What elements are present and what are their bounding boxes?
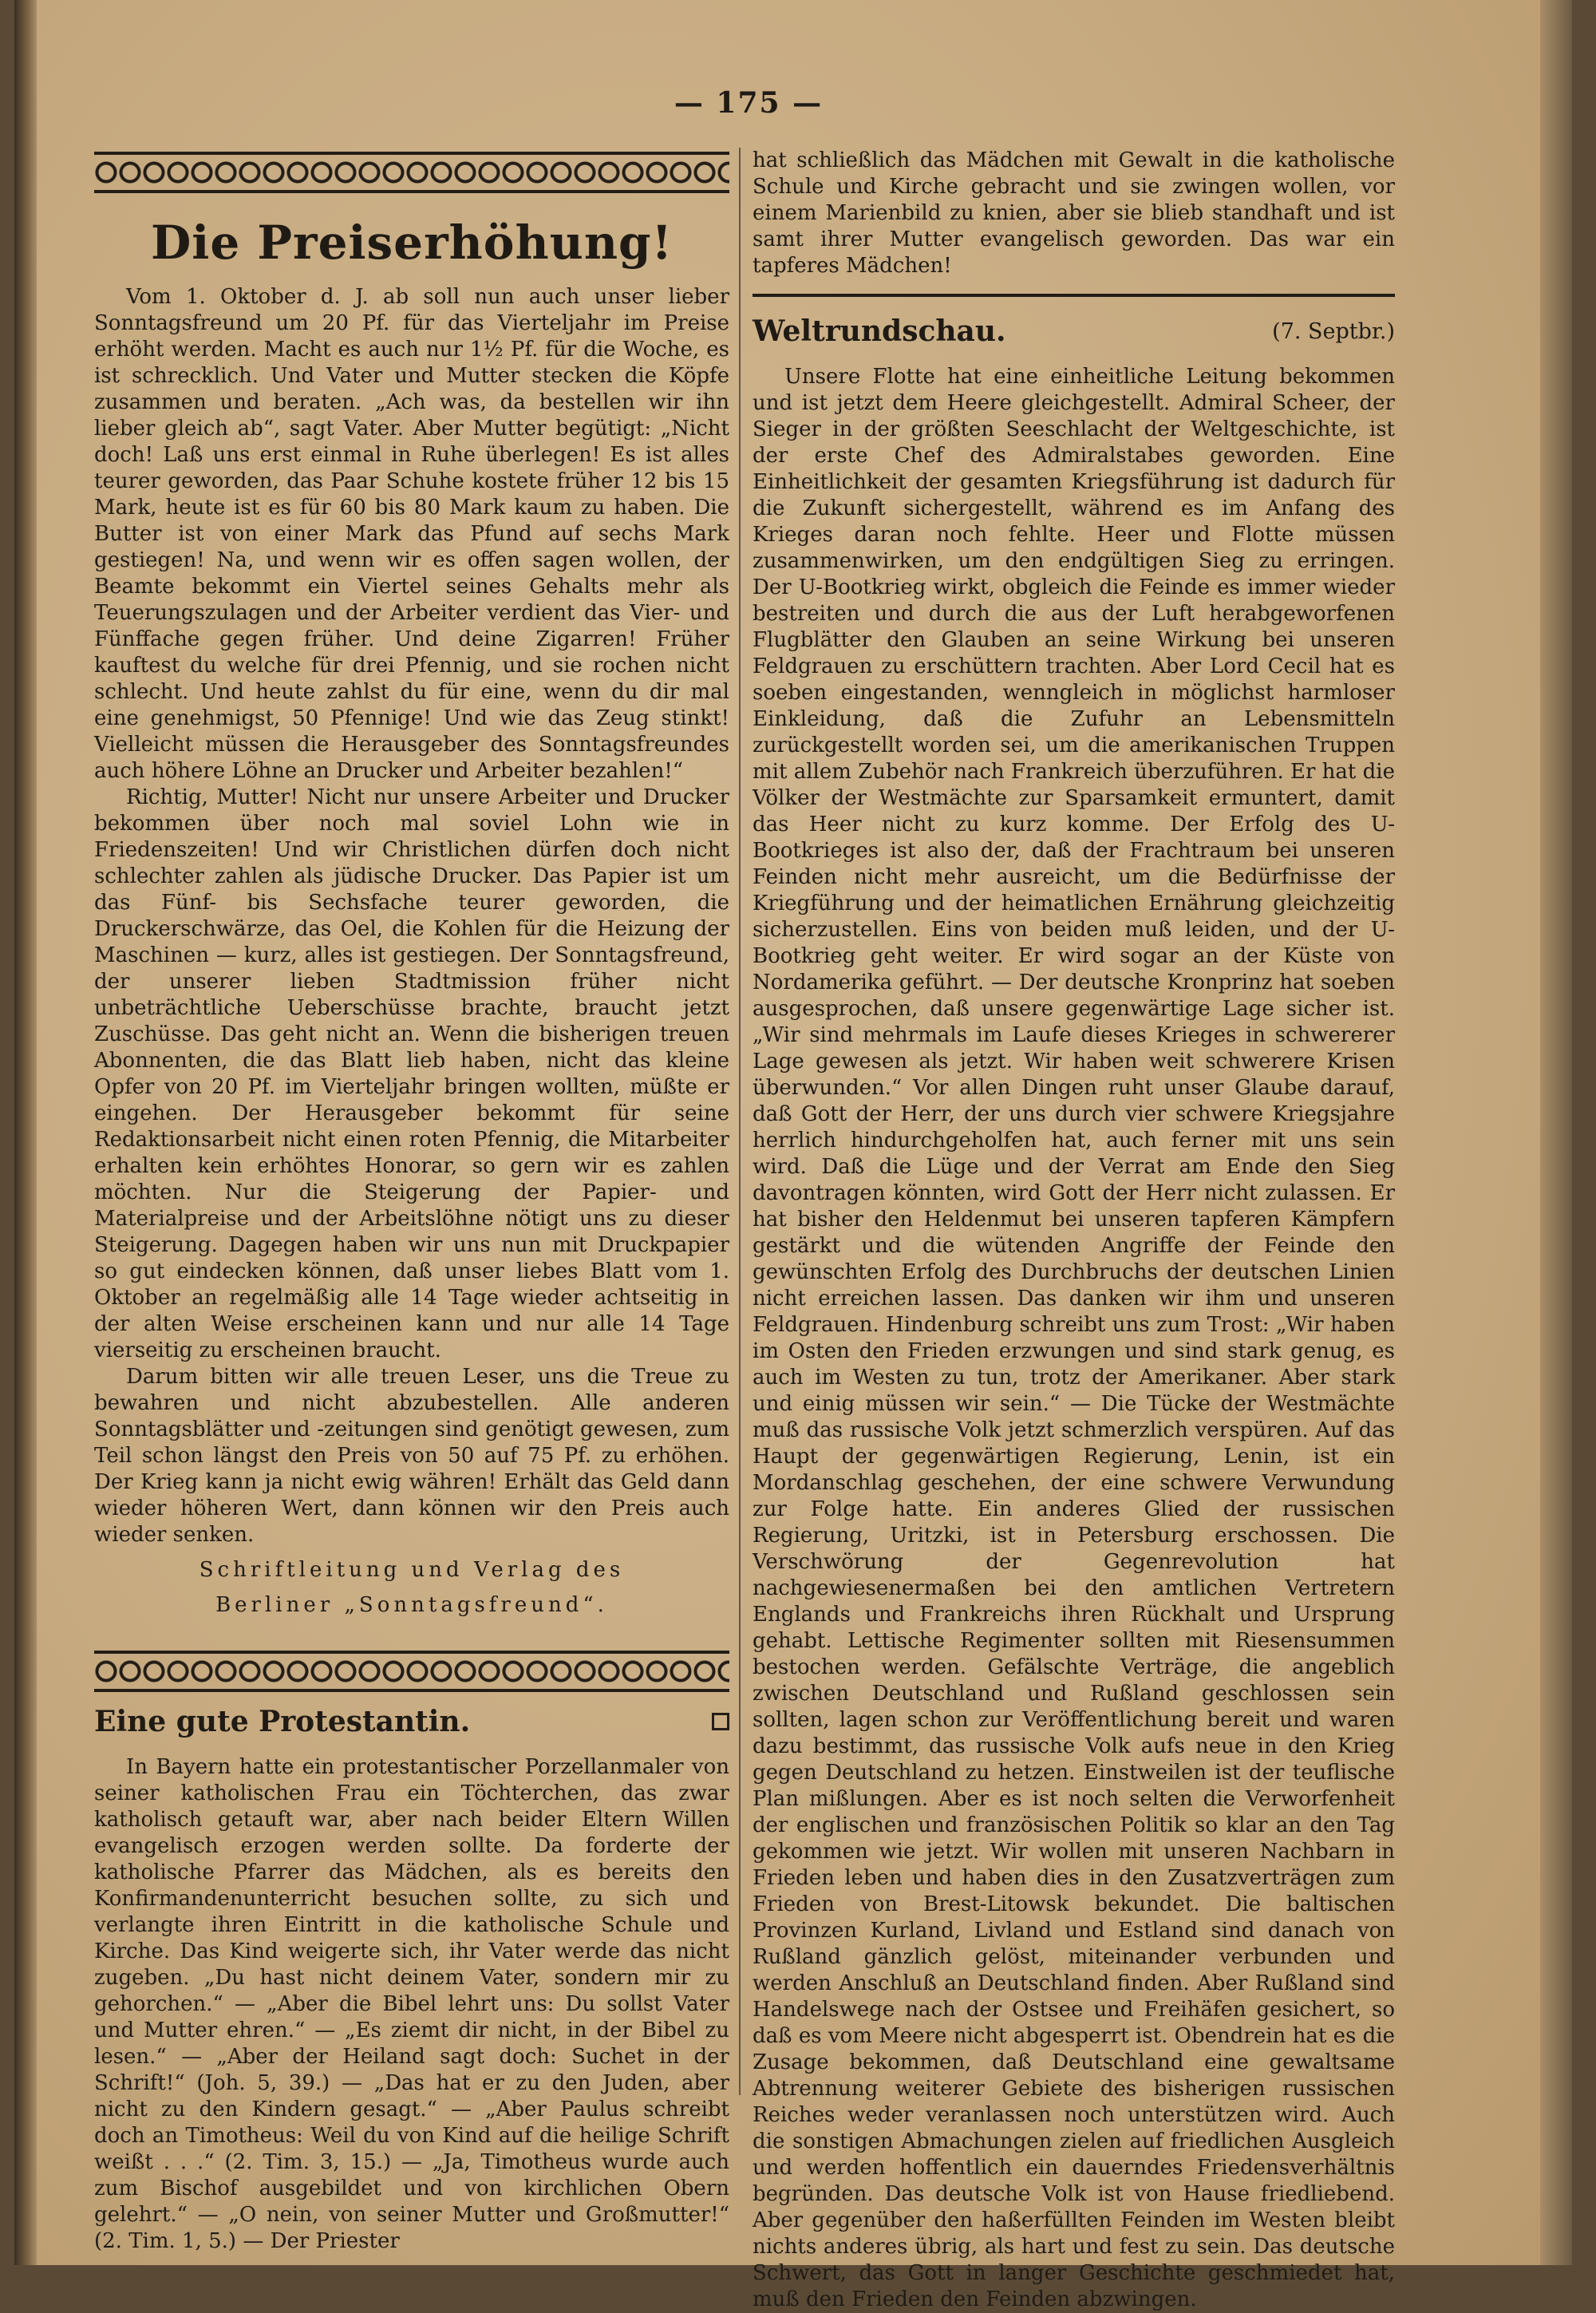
page-number: — 175 — <box>674 86 824 120</box>
left-column <box>94 152 729 2255</box>
section-rule <box>753 294 1395 297</box>
ornamental-border <box>94 1651 729 1692</box>
signature-line: Berliner „Sonntagsfreund“. <box>215 1593 608 1617</box>
signature-line: Schriftleitung und Verlag des <box>199 1558 625 1582</box>
article-continuation: hat schließlich das Mädchen mit Gewalt in die katholische Schule und Kirche gebracht und sie zwingen wollen, vor einem Marienbild zu knien, aber sie blieb standhaft und ist samt ihrer Mutter evangelisch geworden. Das war ein tapferes Mädchen! <box>753 148 1395 278</box>
article-paragraph: Unsere Flotte hat eine einheitliche Leitung bekommen und ist jetzt dem Heere gleichgestellt. Admiral Scheer, der Sieger in der größten Seeschlacht der Weltgeschichte, ist der erste Chef des Admiralstabes geworden. Eine Einheitlichkeit der gesamten Kriegsführung ist dadurch für die Zukunft sichergestellt, während es im Anfang des Krieges daran noch fehlte. Heer und Flotte müssen zusammenwirken, um den endgültigen Sieg zu erringen. Der U-Bootkrieg wirkt, obgleich die Feinde es immer wieder bestreiten und durch die aus der Luft herabgeworfenen Flugblätter den Glauben an seine Wirkung bei unseren Feldgrauen zu erschüttern trachten. Aber Lord Cecil hat es soeben eingestanden, wenngleich in möglichst harmloser Einkleidung, daß die Zufuhr an Lebensmitteln zurückgestellt worden sei, um die amerikanischen Truppen mit allem Zubehör nach Frankreich überzuführen. Er hat die Völker der Westmächte zur Sparsamkeit ermuntert, damit das Heer nicht zu kurz komme. Der Erfolg des U-Bootkrieges ist also der, daß der Frachtraum bei unseren Feinden nicht mehr ausreicht, um die Bedürfnisse der Kriegführung und der heimatlichen Ernährung gleichzeitig sicherzustellen. Eins von beiden muß leiden, und der U-Bootkrieg geht weiter. Er wird sogar an der Küste von Nordamerika geführt. — Der deutsche Kronprinz hat soeben ausgesprochen, daß unsere gegenwärtige Lage sicher ist. „Wir sind mehrmals im Laufe dieses Krieges in schwererer Lage gewesen als jetzt. Wir haben weit schwerere Krisen überwunden.“ Vor allen Dingen ruht unser Glaube darauf, daß Gott der Herr, der uns durch vier schwere Kriegsjahre herrlich hindurchgeholfen hat, auch ferner mit uns sein wird. Daß die Lüge und der Verrat am Ende den Sieg davontragen könnten, wird Gott der Herr nicht zulassen. Er hat bisher den Heldenmut bei unseren tapferen Kämpfern gestärkt und die wütenden Angriffe der Feinde den gewünschten Erfolg des Durchbruchs der deutschen Linien nicht erreichen lassen. Das danken wir ihm und unseren Feldgrauen. Hindenburg schreibt uns zum Trost: „Wir haben im Osten den Frieden erzwungen und sind stark genug, es auch im Westen zu tun, trotz der Amerikaner. Aber stark und einig müssen wir sein.“ — Die Tücke der Westmächte muß das russische Volk jetzt schmerzlich verspüren. Auf das Haupt der gegenwärtigen Regierung, Lenin, ist ein Mordanschlag geschehen, der eine schwere Verwundung zur Folge hatte. Ein anderes Glied der russischen Regierung, Uritzki, ist in Petersburg erschossen. Die Verschwörung der Gegenrevolution hat nachgewiesenermaßen bei den amtlichen Vertretern Englands und Frankreichs ihren Rückhalt und Ursprung gehabt. Lettische Regimenter sollten mit Riesensummen bestochen werden. Gefälschte Verträge, die angeblich zwischen Deutschland und Rußland geschlossen sein sollten, lagen schon zur Veröffentlichung bereit und waren dazu bestimmt, das russische Volk aufs neue in den Krieg gegen Deutschland zu hetzen. Einstweilen ist der teuflische Plan mißlungen. Aber es ist noch selten die Verworfenheit der englischen und französischen Politik so klar an den Tag gekommen wie jetzt. Wir wollen mit unseren Nachbarn in Frieden leben und haben dies in den Zusatzverträgen zum Frieden von Brest-Litowsk bekundet. Die baltischen Provinzen Kurland, Livland und Estland sind danach von Rußland gänzlich gelöst, miteinander verbunden und werden Anschluß an Deutschland finden. Aber Rußland sind Handelswege nach der Ostsee und Freihäfen gesichert, so daß es vom Meere nicht abgesperrt ist. Obendrein hat es die Zusage bekommen, daß Deutschland eine gewaltsame Abtrennung weiterer Gebiete des bisherigen russischen Reiches weder veranlassen noch unterstützen wird. Auch die sonstigen Abmachungen zielen auf friedlichen Ausgleich und werden hoffentlich ein dauerndes Friedensverhältnis begründen. Das deutsche Volk ist von Hause friedliebend. Aber gegenüber den haßerfüllten Feinden im Westen bleibt nichts anderes übrig, als hart und fest zu sein. Das deutsche Schwert, das Gott in langer Geschichte geschmiedet hat, muß den Frieden den Feinden abzwingen. <box>753 365 1395 2311</box>
box-icon <box>712 1713 729 1730</box>
article-paragraph: Richtig, Mutter! Nicht nur unsere Arbeiter und Drucker bekommen über noch mal soviel Lohn wie in Friedenszeiten! Und wir Christlichen dürfen doch nicht schlechter zahlen als jüdische Drucker. Das Papier ist um das Fünf- bis Sechsfache teurer geworden, die Druckerschwärze, das Oel, die Kohlen für die Heizung der Maschinen — kurz, alles ist gestiegen. Der Sonntagsfreund, der unserer lieben Stadtmission früher nicht unbeträchtliche Ueberschüsse brachte, braucht jetzt Zuschüsse. Das geht nicht an. Wenn die bisherigen treuen Abonnenten, die das Blatt lieb haben, nicht das kleine Opfer von 20 Pf. im Vierteljahr bringen wollten, müßte er eingehen. Der Herausgeber bekommt für seine Redaktionsarbeit nicht einen roten Pfennig, die Mitarbeiter erhalten kein erhöhtes Honorar, so gern wir es zahlen möchten. Nur die Steigerung der Papier- und Materialpreise und der Arbeitslöhne nötigt uns zu dieser Steigerung. Dagegen haben wir uns nun mit Druckpapier so gut eindecken können, daß unser liebes Blatt vom 1. Oktober an regelmäßig alle 14 Tage wieder achtseitig in der alten Weise erscheinen kann und nur alle 14 Tage vierseitig zu erscheinen braucht. <box>94 785 729 1362</box>
article-date: (7. Septbr.) <box>1272 318 1395 344</box>
column-divider <box>739 148 741 2095</box>
article-title-text: Eine gute Protestantin. <box>94 1705 471 1738</box>
article-paragraph: In Bayern hatte ein protestantischer Porzellanmaler von seiner katholischen Frau ein Töchterchen, das zwar katholisch getauft war, aber nach beider Eltern Willen evangelisch erzogen werden sollte. Da forderte der katholische Pfarrer das Mädchen, als es bereits den Konfirmandenunterricht besuchen sollte, zu sich und verlangte ihren Eintritt in die katholische Schule und Kirche. Das Kind weigerte sich, ihr Vater werde das nicht zugeben. „Du hast nicht deinem Vater, sondern mir zu gehorchen.“ — „Aber die Bibel lehrt uns: Du sollst Vater und Mutter ehren.“ — „Es ziemt dir nicht, in der Bibel zu lesen.“ — „Aber der Heiland sagt doch: Suchet in der Schrift!“ (Joh. 5, 39.) — „Das hat er zu den Juden, aber nicht zu den Kindern gesagt.“ — „Aber Paulus schreibt doch an Timotheus: Weil du von Kind auf die heilige Schrift weißt . . .“ (2. Tim. 3, 15.) — „Ja, Timotheus wurde auch zum Bischof ausgebildet und von kirchlichen Obern gelehrt.“ — „O nein, von seiner Mutter und Großmutter!“ (2. Tim. 1, 5.) — Der Priester <box>94 1755 729 2253</box>
page-edge <box>1540 0 1572 2265</box>
article-title-text: Weltrundschau. <box>753 314 1006 348</box>
newspaper-page <box>14 0 1572 2311</box>
right-column <box>753 148 1395 2313</box>
ornamental-border <box>94 152 729 193</box>
article-paragraph: Darum bitten wir alle treuen Leser, uns die Treue zu bewahren und nicht abzubestellen. Alle anderen Sonntagsblätter und -zeitungen sind genötigt gewesen, zum Teil schon längst den Preis von 50 auf 75 Pf. zu erhöhen. Der Krieg kann ja nicht ewig währen! Erhält das Geld dann wieder höheren Wert, dann können wir den Preis auch wieder senken. <box>94 1365 729 1547</box>
article-title: Die Preiserhöhung! <box>150 215 674 270</box>
book-spine <box>14 0 37 2265</box>
article-title <box>753 314 1395 348</box>
article-paragraph: Vom 1. Oktober d. J. ab soll nun auch unser lieber Sonntagsfreund um 20 Pf. für das Vierteljahr im Preise erhöht werden. Macht es auch nur 1½ Pf. für die Woche, es ist schrecklich. Und Vater und Mutter stecken die Köpfe zusammen und beraten. „Ach was, da bestellen wir ihn lieber gleich ab“, sagt Vater. Aber Mutter begütigt: „Nicht doch! Laß uns erst einmal in Ruhe überlegen! Es ist alles teurer geworden, das Paar Schuhe kostete früher 12 bis 15 Mark, heute ist es für 60 bis 80 Mark kaum zu haben. Die Butter ist von einer Mark das Pfund auf sechs Mark gestiegen! Na, und wenn wir es offen sagen wollen, der Beamte bekommt ein Viertel seines Gehalts mehr als Teuerungszulagen und der Arbeiter verdient das Vier- und Fünffache gegen früher. Und deine Zigarren! Früher kauftest du welche für drei Pfennig, und sie rochen nicht schlecht. Und heute zahlst du für eine, wenn du dir mal eine genehmigst, 50 Pfennige! Und wie das Zeug stinkt! Vielleicht müssen die Herausgeber des Sonntagsfreundes auch höhere Löhne an Drucker und Arbeiter bezahlen!“ <box>94 285 729 783</box>
article-title <box>94 1705 729 1738</box>
